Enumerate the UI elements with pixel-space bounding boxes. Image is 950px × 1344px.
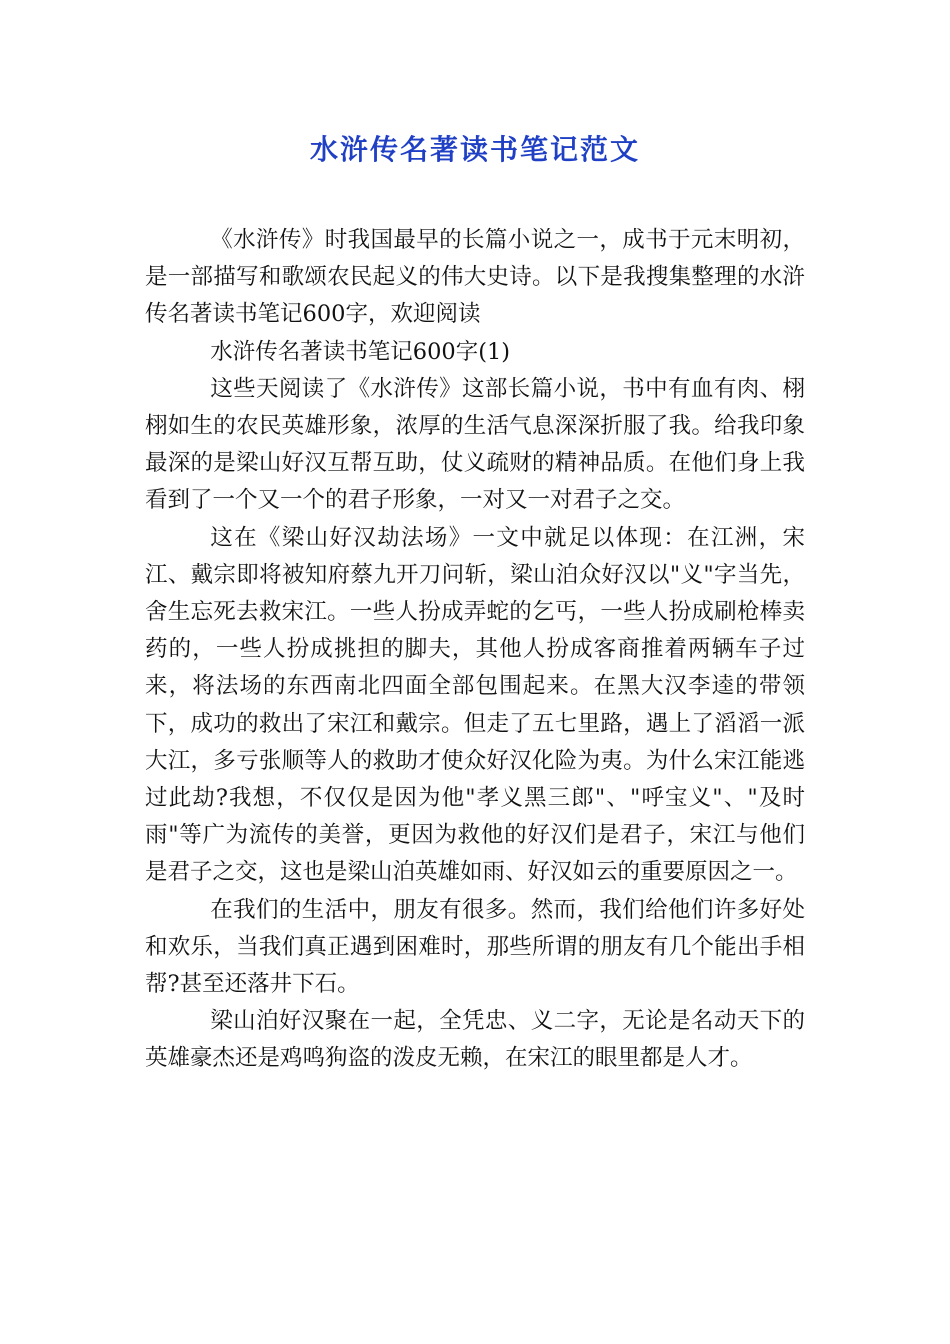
document-title: 水浒传名著读书笔记范文 — [309, 133, 640, 166]
section-heading: 水浒传名著读书笔记600字(1) — [210, 338, 511, 365]
body-paragraph-1: 这些天阅读了《水浒传》这部长篇小说，书中有血有肉、栩栩如生的农民英雄形象，浓厚的生活气息深深折服了我。给我印象最深的是梁山好汉互帮互助，仗义疏财的精神品质。在他们身上我看到了一个又一个的君子形象，一对又一对君子之交。 — [145, 375, 805, 514]
body-paragraph-3: 在我们的生活中，朋友有很多。然而，我们给他们许多好处和欢乐，当我们真正遇到困难时，那些所谓的朋友有几个能出手相帮?甚至还落井下石。 — [145, 896, 805, 998]
intro-paragraph: 《水浒传》时我国最早的长篇小说之一，成书于元末明初，是一部描写和歌颂农民起义的伟大史诗。以下是我搜集整理的水浒传名著读书笔记600字，欢迎阅读 — [145, 227, 805, 328]
body-paragraph-4: 梁山泊好汉聚在一起，全凭忠、义二字，无论是名动天下的英雄豪杰还是鸡鸣狗盗的泼皮无赖，在宋江的眼里都是人才。 — [145, 1008, 805, 1072]
body-paragraph-2: 这在《梁山好汉劫法场》一文中就足以体现：在江洲，宋江、戴宗即将被知府蔡九开刀问斩，梁山泊众好汉以"义"字当先，舍生忘死去救宋江。一些人扮成弄蛇的乞丐，一些人扮成刷枪棒卖药的，一些人扮成挑担的脚夫，其他人扮成客商推着两辆车子过来，将法场的东西南北四面全部包围起来。在黑大汉李逵的带领下，成功的救出了宋江和戴宗。但走了五七里路，遇上了滔滔一派大江，多亏张顺等人的救助才使众好汉化险为夷。为什么宋江能逃过此劫?我想，不仅仅是因为他"孝义黑三郎"、"呼宝义"、"及时雨"等广为流传的美誉，更因为救他的好汉们是君子，宋江与他们是君子之交，这也是梁山泊英雄如雨、好汉如云的重要原因之一。 — [145, 524, 805, 886]
document-body — [145, 222, 805, 1078]
